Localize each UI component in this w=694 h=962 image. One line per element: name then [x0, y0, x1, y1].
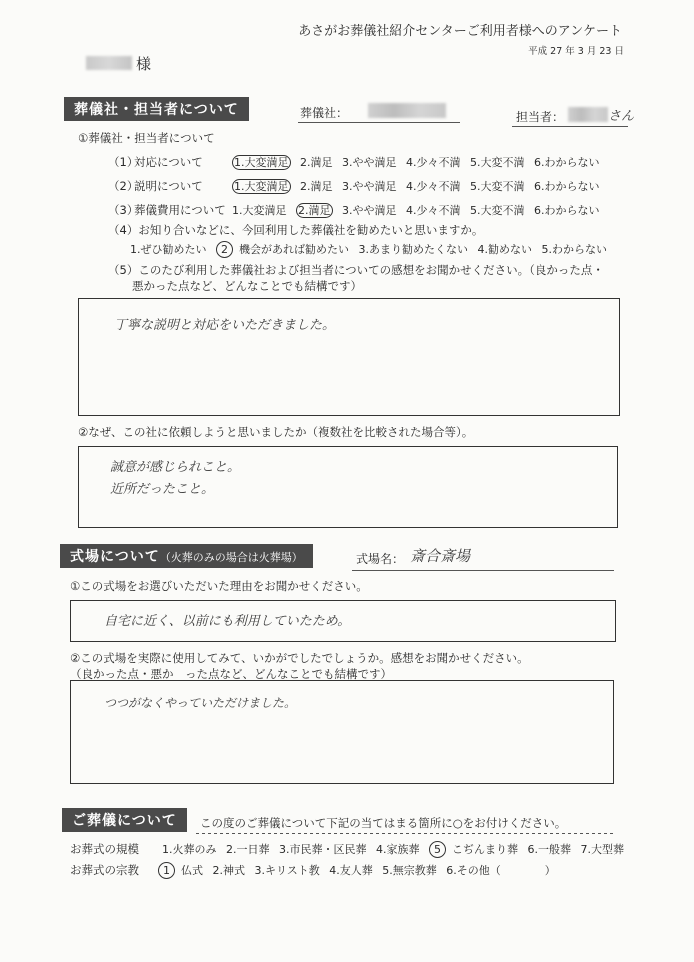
row1-option-6[interactable]: 6.わからない: [534, 156, 600, 169]
q4-option-2-circle[interactable]: 2: [216, 241, 233, 258]
scale-option-3[interactable]: 3.市民葬・区民葬: [279, 843, 367, 856]
row1-option-3[interactable]: 3.やや満足: [342, 156, 397, 169]
scale-option-1[interactable]: 1.火葬のみ: [162, 843, 217, 856]
respondent-name-redacted: [86, 56, 132, 70]
row3-options: [232, 202, 606, 218]
religion-option-1-circle[interactable]: 1: [158, 862, 175, 879]
row3-option-3[interactable]: 3.やや満足: [342, 204, 397, 217]
venue-value: 斎合斎場: [410, 547, 471, 565]
row3-label: 葬儀費用について: [134, 203, 226, 217]
row1-option-4[interactable]: 4.少々不満: [406, 156, 461, 169]
religion-options: [158, 862, 562, 879]
q5-text-line1: （5）このたび利用した葬儀社および担当者についての感想をお聞かせください。（良かった点・: [108, 263, 604, 277]
row2-num: （2）: [108, 179, 139, 193]
religion-option-6[interactable]: 6.その他（ ）: [446, 864, 556, 877]
row1-label: 対応について: [134, 155, 203, 169]
row2-option-1[interactable]: 1.大変満足: [234, 180, 289, 193]
religion-option-2[interactable]: 2.神式: [212, 864, 245, 877]
scale-option-4[interactable]: 4.家族葬: [376, 843, 420, 856]
s2-q2-text-line2: （良かった点・悪か った点など、どんなことでも結構です）: [70, 667, 392, 681]
row2-option-2[interactable]: 2.満足: [300, 180, 333, 193]
row1-option-1[interactable]: 1.大変満足: [234, 156, 289, 169]
section-venue-heading-note: （火葬のみの場合は火葬場）: [159, 551, 303, 564]
scale-option-2[interactable]: 2.一日葬: [226, 843, 270, 856]
row2-label: 説明について: [134, 179, 203, 193]
row3-num: （3）: [108, 203, 139, 217]
row3-option-6[interactable]: 6.わからない: [534, 204, 600, 217]
survey-date: 平成 27 年 3 月 23 日: [528, 46, 624, 57]
s3-instruction-underline: [196, 833, 616, 834]
s2-q2-text: ②この式場を実際に使用してみて、いかがでしたでしょうか。感想をお聞かせください。: [70, 651, 529, 665]
staff-label: 担当者：: [516, 110, 565, 124]
row1-options: [232, 154, 606, 170]
row3-option-2[interactable]: 2.満足: [298, 204, 331, 217]
row1-num: （1）: [108, 155, 139, 169]
q4-option-2-label[interactable]: 機会があれば勧めたい: [239, 243, 349, 256]
s2-q1-text: ①この式場をお選びいただいた理由をお聞かせください。: [70, 579, 368, 593]
row3-option-4[interactable]: 4.少々不満: [406, 204, 461, 217]
row3-option-1[interactable]: 1.大変満足: [232, 204, 287, 217]
religion-option-5[interactable]: 5.無宗教葬: [382, 864, 437, 877]
staff-name-redacted: [568, 107, 608, 122]
row2-option-3[interactable]: 3.やや満足: [342, 180, 397, 193]
s1-q2-answer-line2: 近所だったこと。: [110, 482, 215, 497]
section-venue-heading: [60, 544, 313, 568]
q4-option-5[interactable]: 5.わからない: [541, 243, 607, 256]
religion-option-4[interactable]: 4.友人葬: [329, 864, 373, 877]
s2-q2-answer: つつがなくやっていただけました。: [104, 696, 297, 710]
religion-option-3[interactable]: 3.キリスト教: [254, 864, 320, 877]
company-underline: [298, 122, 460, 123]
religion-option-1-label[interactable]: 仏式: [181, 864, 203, 877]
respondent-suffix: 様: [136, 55, 152, 73]
q4-text: （4）お知り合いなどに、今回利用した葬儀社を勧めたいと思いますか。: [108, 223, 484, 237]
q5-answer: 丁寧な説明と対応をいただきました。: [114, 318, 336, 333]
q4-options: [130, 241, 613, 258]
q4-option-3[interactable]: 3.あまり勧めたくない: [358, 243, 468, 256]
company-label: 葬儀社：: [300, 106, 349, 120]
scale-label: お葬式の規模: [70, 842, 139, 856]
staff-underline: [512, 126, 628, 127]
venue-label: 式場名：: [356, 552, 405, 566]
row1-option-2[interactable]: 2.満足: [300, 156, 333, 169]
row2-options: [232, 178, 606, 194]
scale-options: [162, 841, 630, 858]
q1-title: ①葬儀社・担当者について: [78, 131, 215, 145]
s1-q2-answer-line1: 誠意が感じられこと。: [110, 460, 241, 475]
row2-option-4[interactable]: 4.少々不満: [406, 180, 461, 193]
scale-option-7[interactable]: 7.大型葬: [580, 843, 624, 856]
s3-instruction: この度のご葬儀について下記の当てはまる箇所に○をお付けください。: [200, 816, 567, 830]
scale-option-6[interactable]: 6.一般葬: [527, 843, 571, 856]
survey-title: あさがお葬儀社紹介センターご利用者様へのアンケート: [298, 24, 622, 39]
q4-option-1[interactable]: 1.ぜひ勧めたい: [130, 243, 207, 256]
company-name-redacted: [368, 103, 446, 118]
q4-option-4[interactable]: 4.勧めない: [477, 243, 532, 256]
religion-label: お葬式の宗教: [70, 863, 139, 877]
staff-suffix: さん: [608, 109, 635, 124]
row2-option-6[interactable]: 6.わからない: [534, 180, 600, 193]
scale-option-5-label[interactable]: こぢんまり葬: [452, 843, 518, 856]
section-funeral-heading: ご葬儀について: [62, 808, 187, 832]
q5-text-line2: 悪かった点など、どんなことでも結構です）: [132, 279, 362, 293]
section-funeral-company-heading: 葬儀社・担当者について: [64, 97, 249, 121]
s2-q1-answer: 自宅に近く、以前にも利用していたため。: [104, 614, 351, 629]
row2-option-5[interactable]: 5.大変不満: [470, 180, 525, 193]
venue-underline: [352, 570, 614, 571]
row1-option-5[interactable]: 5.大変不満: [470, 156, 525, 169]
row3-option-5[interactable]: 5.大変不満: [470, 204, 525, 217]
scale-option-5-circle[interactable]: 5: [429, 841, 446, 858]
s1-q2-text: ②なぜ、この社に依頼しようと思いましたか（複数社を比較された場合等）。: [78, 425, 474, 439]
section-venue-heading-title: 式場について: [70, 549, 160, 565]
